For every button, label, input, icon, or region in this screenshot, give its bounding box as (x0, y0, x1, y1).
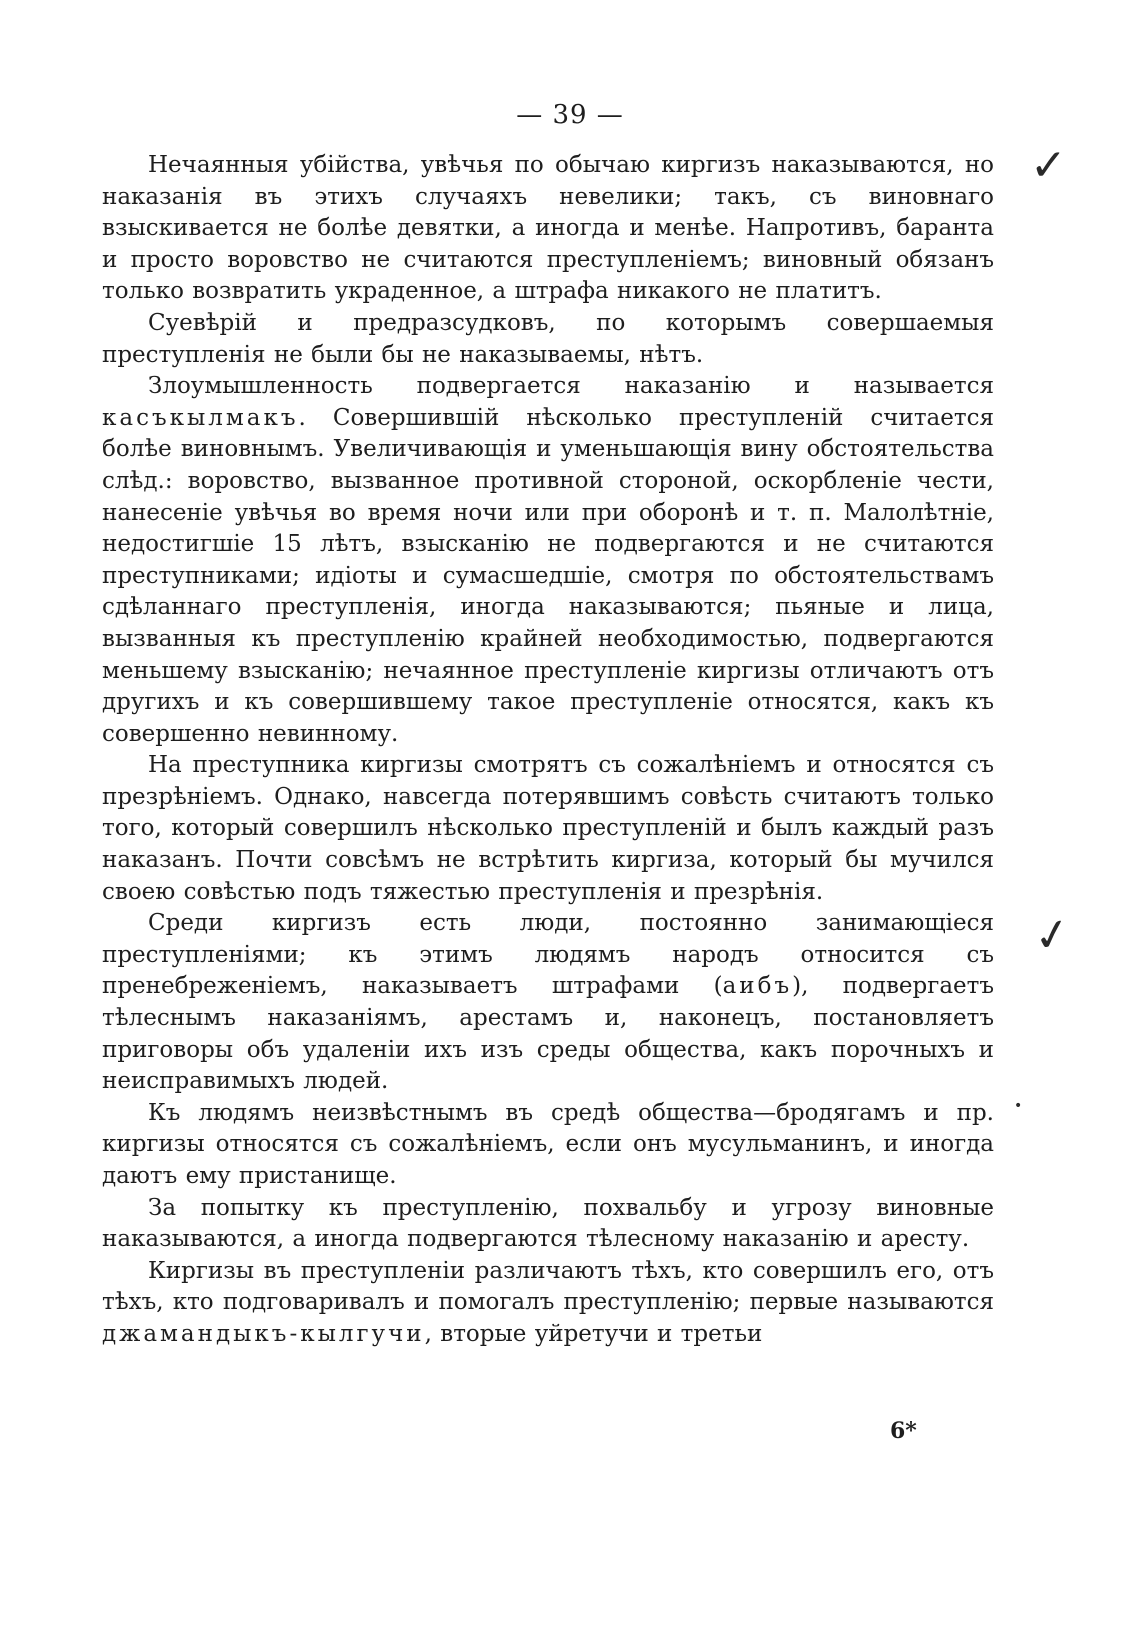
paragraph-8 (102, 1256, 994, 1351)
paragraph-3-before: Злоумышленность подвергается наказанію и называется (148, 373, 994, 400)
term-aib: аибъ (722, 973, 793, 1000)
page-number: — 39 — (516, 100, 624, 130)
paragraph-8-after: , вторые уйретучи и третьи (424, 1320, 763, 1347)
paragraph-4: На преступника киргизы смотрятъ съ сожалѣніемъ и относятся съ презрѣніемъ. Однако, навсегда потерявшимъ совѣсть считаютъ только того, который совершилъ нѣсколько преступленій и былъ каждый разъ наказанъ. Почти совсѣмъ не встрѣтить киргиза, который бы мучился своею совѣстью подъ тяжестью преступленія и презрѣнія. (102, 752, 994, 905)
term-dzhamandyk-kylguchi: джамандыкъ-кылгучи (102, 1320, 425, 1347)
margin-check-icon-2: ✓ (1029, 907, 1076, 964)
paragraph-3 (102, 371, 994, 750)
paragraph-7: За попытку къ преступленію, похвальбу и угрозу виновные наказываются, а иногда подвергаются тѣлесному наказанію и аресту. (102, 1194, 994, 1253)
paragraph-5 (102, 908, 994, 1098)
paragraph-3-after: . Совершившій нѣсколько преступленій считается болѣе виновнымъ. Увеличивающія и уменьшающія вину обстоятельства слѣд.: воровство, вызванное противной стороной, оскорбленіе чести, нанесеніе увѣчья во время ночи или при оборонѣ и т. п. Малолѣтніе, недостигшіе 15 лѣтъ, взысканію не подвергаются и не считаются преступниками; идіоты и сумасшедшіе, смотря по обстоятельствамъ сдѣланнаго преступленія, иногда наказываются; пьяные и лица, вызванныя къ преступленію крайней необходимостью, подвергаются меньшему взысканію; нечаянное преступленіе киргизы отличаютъ отъ другихъ и къ совершившему такое преступленіе относятся, какъ къ совершенно невинному. (102, 404, 994, 747)
paragraph-5-before: Среди киргизъ есть люди, постоянно занимающіеся преступленіями; къ этимъ людямъ народъ относится съ пренебреженіемъ, наказываетъ штрафами ( (102, 910, 994, 1000)
margin-dot-icon: • (1014, 1098, 1023, 1114)
paragraph-1: Нечаянныя убійства, увѣчья по обычаю киргизъ наказываются, но наказанія въ этихъ случаяхъ невелики; такъ, съ виновнаго взыскивается не болѣе девятки, а иногда и менѣе. Напротивъ, баранта и просто воровство не считаются преступленіемъ; виновный обязанъ только возвратить украденное, а штрафа никакого не платитъ. (102, 152, 994, 305)
paragraph-8-before: Киргизы въ преступленіи различаютъ тѣхъ, кто совершилъ его, отъ тѣхъ, кто подговаривалъ и помогалъ преступленію; первые называются (102, 1257, 994, 1316)
document-body (102, 150, 994, 1351)
paragraph-2: Суевѣрій и предразсудковъ, по которымъ совершаемыя преступленія не были бы не наказываемы, нѣтъ. (102, 309, 994, 368)
margin-check-icon: ✓ (1030, 140, 1067, 191)
paragraph-6: Къ людямъ неизвѣстнымъ въ средѣ общества—бродягамъ и пр. киргизы относятся съ сожалѣніемъ, если онъ мусульманинъ, и иногда даютъ ему пристанище. (102, 1099, 994, 1189)
paragraph-5-after: ), подвергаетъ тѣлеснымъ наказаніямъ, арестамъ и, наконецъ, постановляетъ приговоры объ удаленіи ихъ изъ среды общества, какъ порочныхъ и неисправимыхъ людей. (102, 973, 994, 1095)
printer-signature: 6* (890, 1418, 917, 1444)
term-kaskylmak: касъкылмакъ (102, 404, 299, 431)
